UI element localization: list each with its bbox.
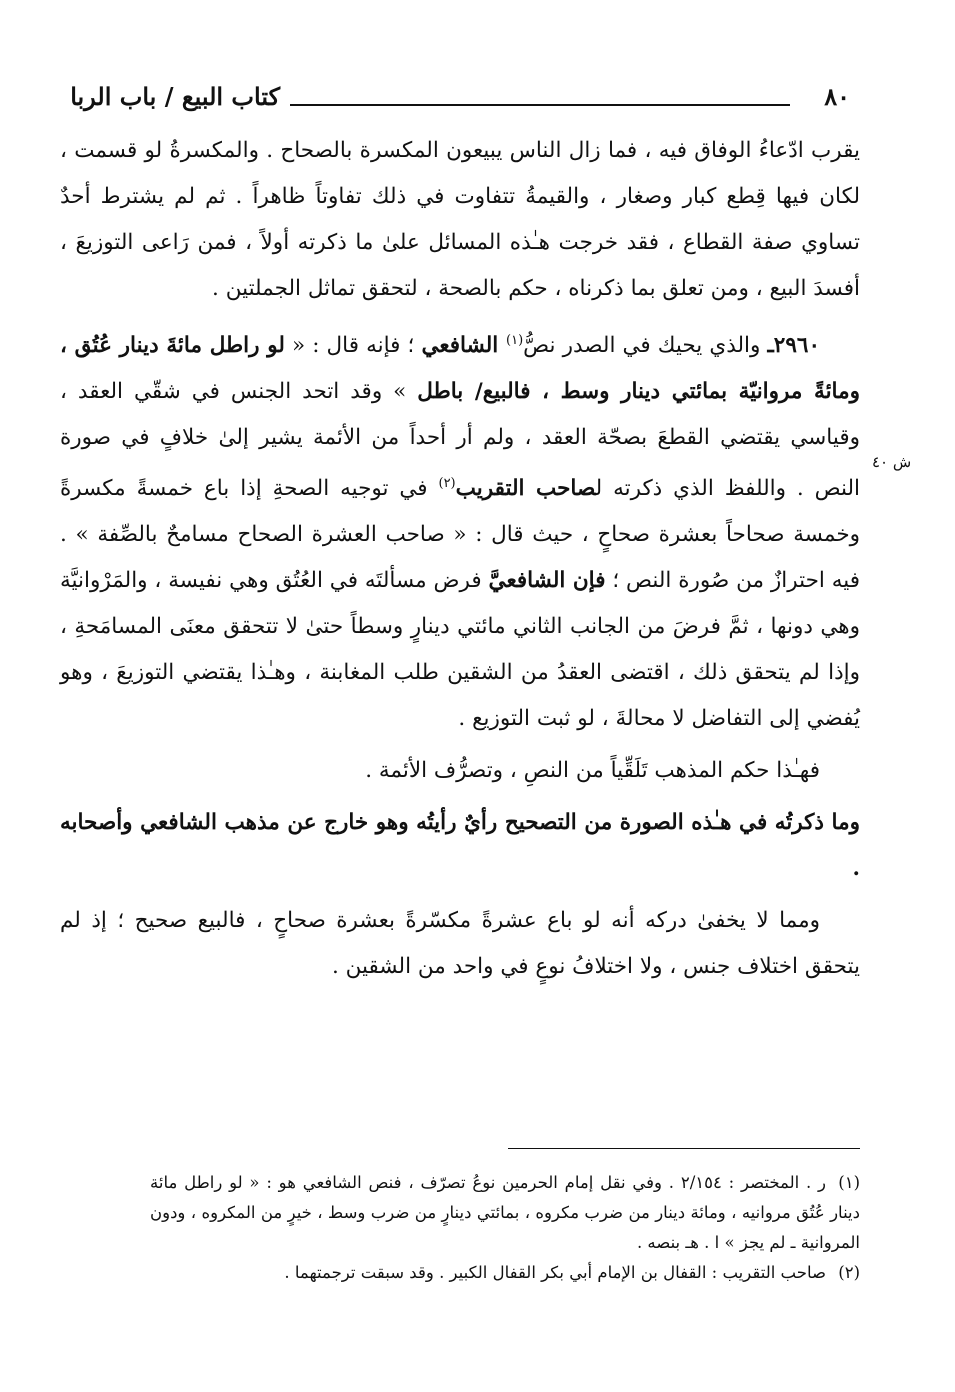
running-title: كتاب البيع / باب الربا <box>70 82 280 111</box>
p2-part-f: صاحب التقريب <box>455 476 596 502</box>
page-number: ٨٠ <box>824 82 850 111</box>
p2-part-e: » وقد اتحد الجنس في شقّي العقد ، وقياسي يقتضي القطعَ بصحّة العقد ، ولم أر أحداً من الأئمة يشير إلىٰ خلافٍ في صورة النص . واللفظ الذي ذكرته ل <box>60 379 860 502</box>
issue-number: ٢٩٦٠ـ <box>767 333 820 359</box>
p2-part-a: والذي يحيك في الصدر نصُّ <box>523 333 768 359</box>
footnote-ref-2[interactable]: (٢) <box>438 476 456 492</box>
footnote-text-2: صاحب التقريب : القفال بن الإمام أبي بكر القفال الكبير . وقد سبقت ترجمتهما . <box>284 1263 826 1282</box>
paragraph-1: يقرب ادّعاءُ الوفاق فيه ، فما زال الناس يبيعون المكسرة بالصحاح . والمكسرةُ لو قسمت ، لكان فيها قِطع كبار وصغار ، والقيمةُ تتفاوت في ذلك تفاوتاً ظاهراً . ثم لم يشترط أحدٌ تساوي صفة القطاع ، فقد خرجت هـٰذه المسائل علىٰ ما ذكرته أولاً ، فمن رَاعى التوزيعَ ، أفسدَ البيع ، ومن تعلق بما ذكرناه ، حكم بالصحة ، لتحقق تماثل الجملتين . <box>60 138 860 301</box>
paragraph-5: ومما لا يخفىٰ دركه أنه لو باع عشرةً مكسّرةً بعشرة صحاحٍ ، فالبيع صحيح ؛ إذ لم يتحقق اختلاف جنس ، ولا اختلافُ نوعٍ في واحد من الشقين . <box>60 908 860 980</box>
main-text <box>60 128 860 990</box>
footnote-rule <box>508 1148 860 1149</box>
footnote-2 <box>150 1258 860 1288</box>
p2-part-c: ؛ فإنه قال : « <box>284 333 422 359</box>
margin-note: ش ٤٠ <box>872 453 912 471</box>
footnote-1 <box>150 1168 860 1258</box>
p2-quote: لو راطل مائةَ دينار عُتُق ، ومائةً مروانيّة بمائتي دينار وسط ، فالبيع/ باطل <box>60 333 861 405</box>
p2-part-i: فرض مسألتَه في العُتُق وهي نفيسة ، والمَرْوانيَّة وهي دونها ، ثمَّ فرضَ من الجانب الثاني مائتي دينارٍ وسطاً حتىٰ لا تتحقق معنَى المسامَحةِ ، وإذا لم يتحقق ذلك ، اقتضى العقدُ من الشقين طلب المغابنة ، وهـٰذا يقتضي التوزيعَ ، وهو يُفضي إلى التفاضل لا محالةَ ، لو ثبت التوزيع . <box>60 568 860 732</box>
paragraph-3: فهـٰذا حكم المذهب تَلَقِّياً من النصِ ، وتصرُّف الأئمة . <box>365 758 820 784</box>
p2-part-g: في توجيه الصحةِ إذا باع خمسةً مكسرةً وخمسة صحاحاً بعشرة صحاحٍ ، حيث قال : « صاحب العشرة الصحاح مسامحٌ بالصِّفة » . فيه احترازٌ من صُورة النص ؛ <box>60 476 860 594</box>
footnote-marker-1: (١) <box>838 1173 861 1192</box>
paragraph-4: وما ذكرتُه في هـٰذه الصورة من التصحيح رأيٌ رأيتُه وهو خارج عن مذهب الشافعي وأصحابه . <box>60 810 860 882</box>
footnote-text-1: ر . المختصر : ٢/١٥٤ . وفي نقل إمام الحرمين نوعُ تصرّف ، فنص الشافعي هو : « لو راطل مائة دينار عُتُق مروانيه ، ومائة دينار من ضرب مكروه ، بمائتي دينارٍ من ضرب وسط ، خيرٍ من المكروه ، ودون المروانية ـ لم يجز » ا . هـ بنصه . <box>150 1173 860 1252</box>
p2-part-b: الشافعي <box>421 333 507 359</box>
footnotes <box>150 1168 860 1288</box>
running-header <box>60 82 850 122</box>
footnote-ref-1[interactable]: (١) <box>506 333 524 348</box>
p2-part-h: فإن الشافعيَّ <box>488 568 606 594</box>
paragraph-2960 <box>60 318 860 742</box>
footnote-marker-2: (٢) <box>838 1263 860 1282</box>
header-rule <box>290 104 790 106</box>
